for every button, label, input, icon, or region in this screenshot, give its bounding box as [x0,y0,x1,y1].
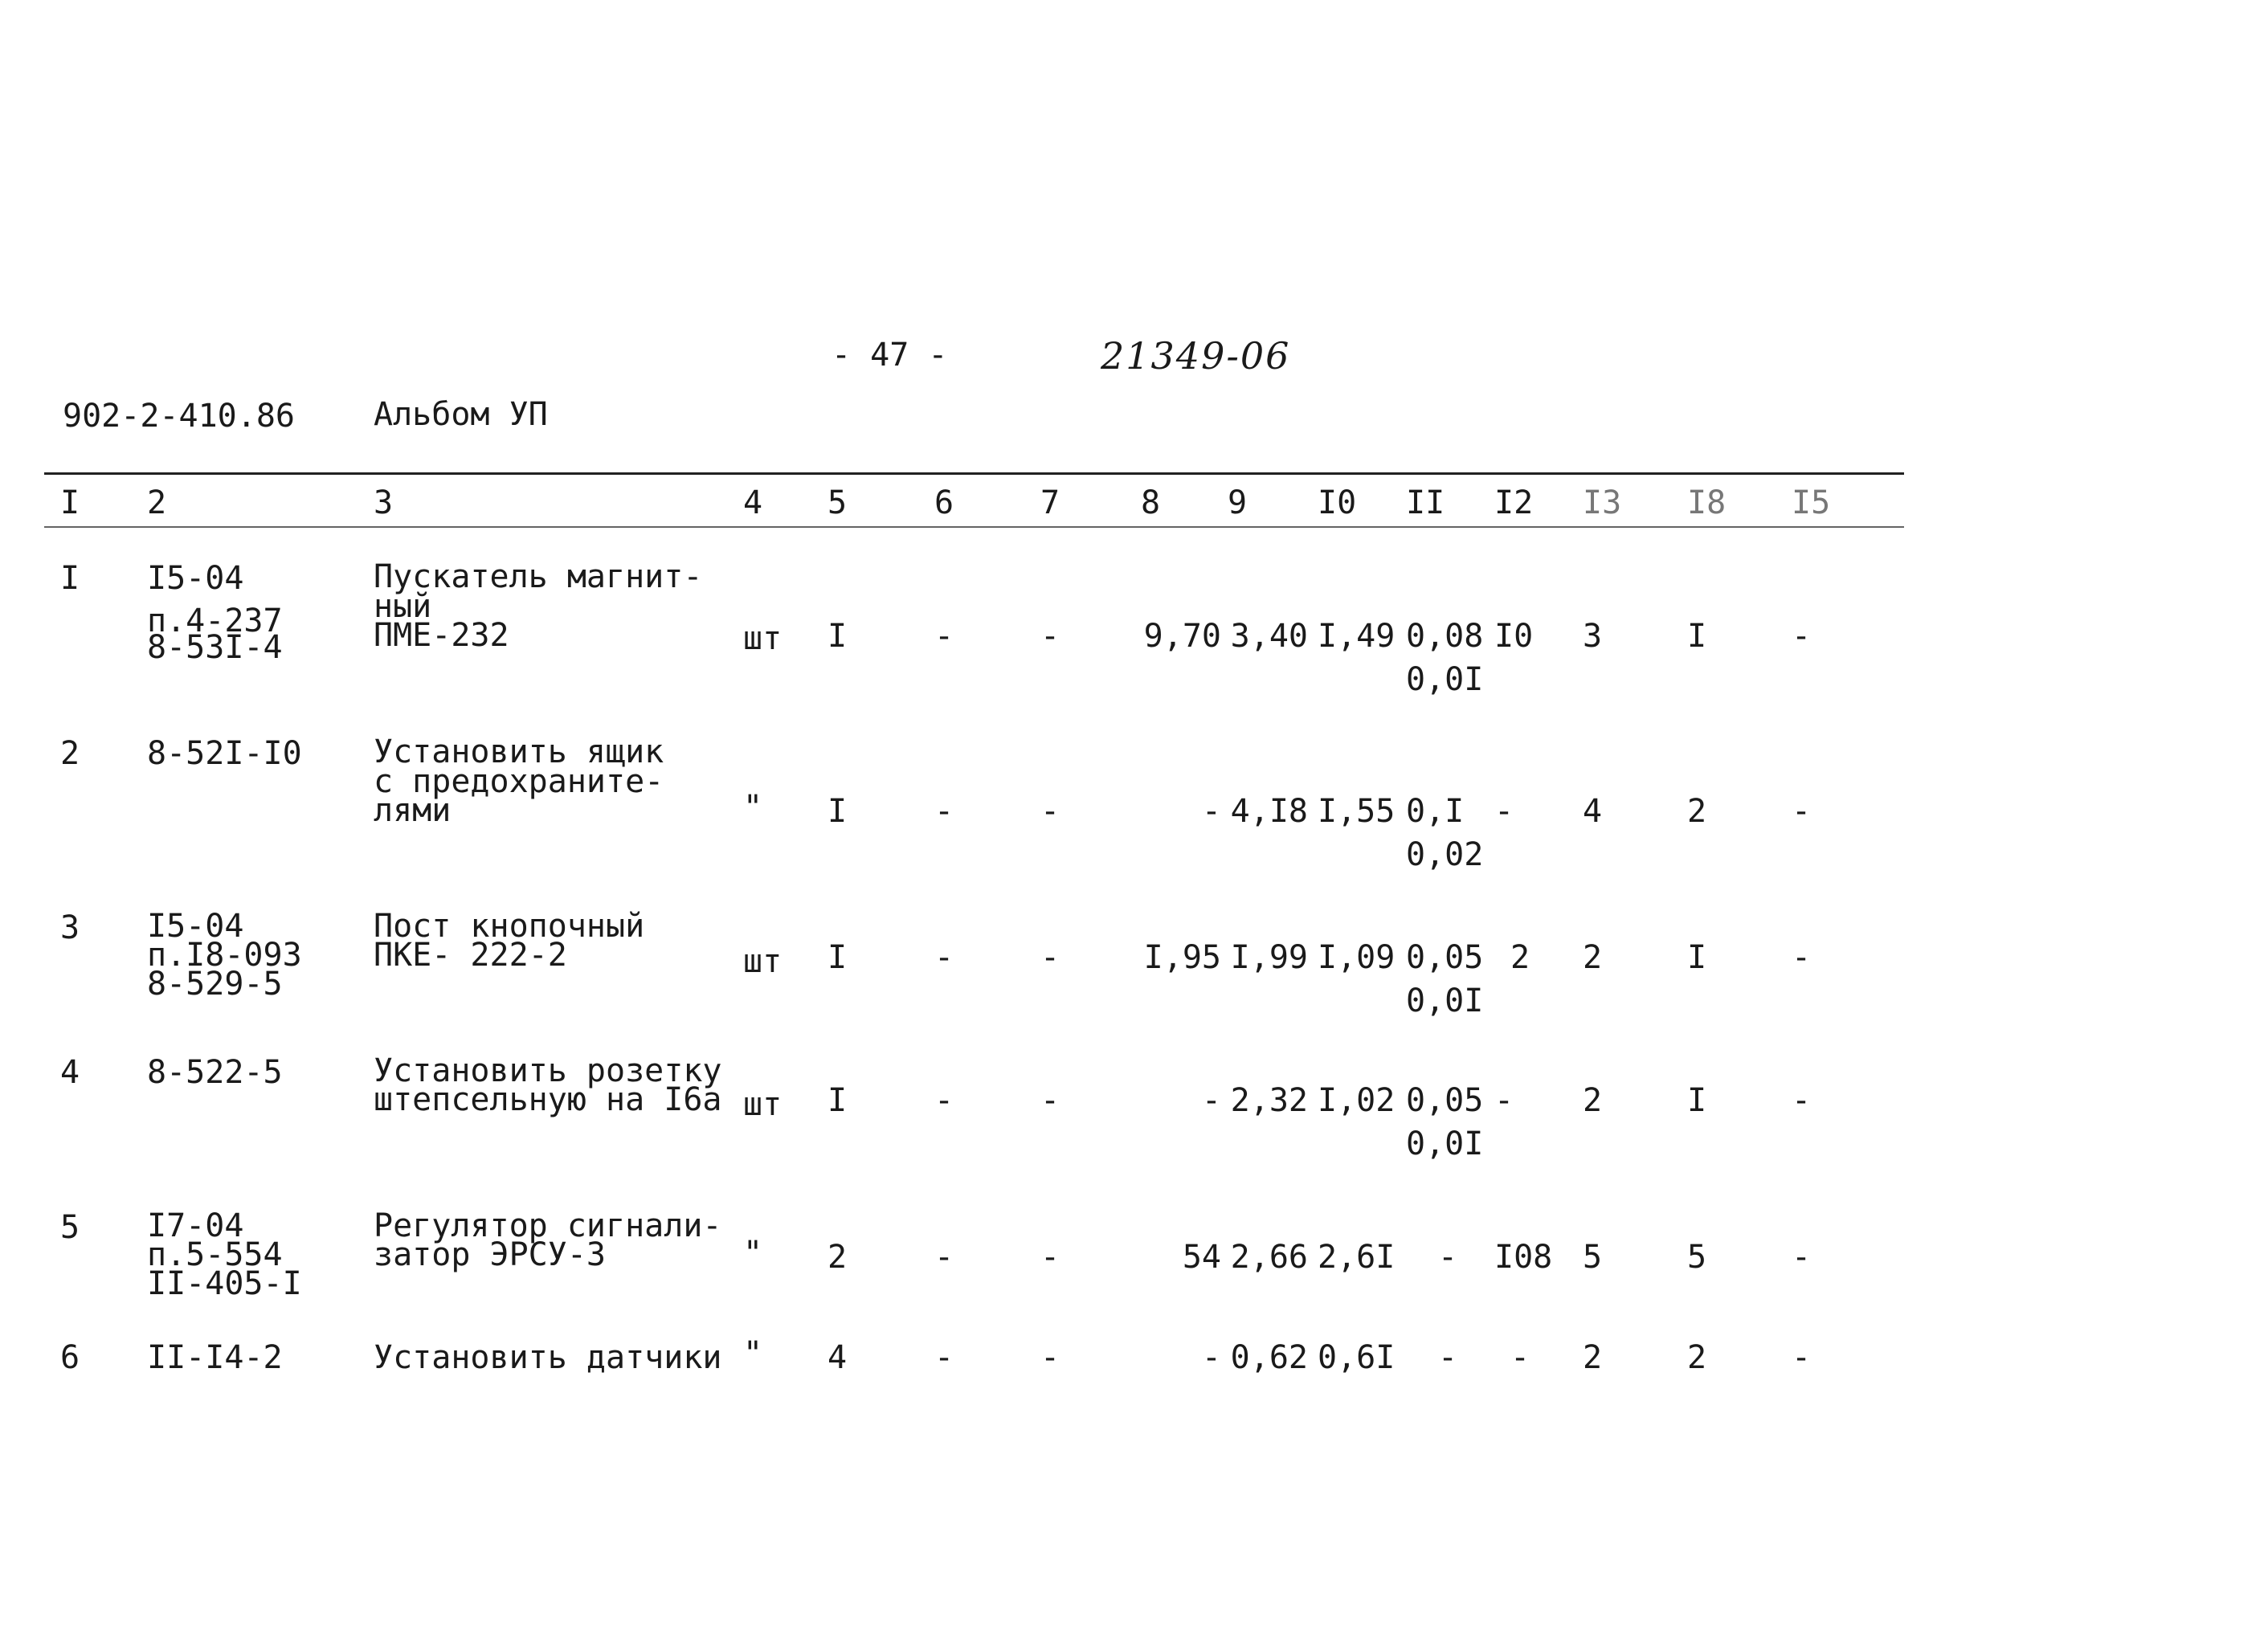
item-name: Установить датчики [374,1339,722,1376]
norm-code: II-405-I [147,1265,302,1302]
value-col18: I [1687,939,1707,976]
item-name: Пускатель магнит- [374,558,703,595]
value-col9: 3,40 [1230,618,1308,655]
value-col11-sub: 0,0I [1406,982,1484,1019]
value-col10: I,02 [1318,1082,1396,1119]
value-col6: - [934,1339,954,1376]
value-col13: 2 [1583,939,1603,976]
value-col13: 3 [1583,618,1603,655]
value-col15: - [1792,1082,1812,1119]
value-col9: 2,66 [1230,1239,1308,1276]
norm-code: I7-04 [147,1207,244,1244]
unit: шт [743,943,783,980]
item-name: ПМЕ-232 [374,617,509,654]
norm-code: п.I8-093 [147,937,302,974]
value-col13: 2 [1583,1082,1603,1119]
value-col7: - [1040,939,1060,976]
column-header: II [1406,484,1445,521]
row-number: 3 [60,909,80,946]
value-col11-sub: 0,0I [1406,661,1484,698]
value-col15: - [1792,939,1812,976]
value-col10: 0,6I [1318,1339,1396,1376]
column-header: 9 [1228,484,1248,521]
value-col13: 2 [1583,1339,1603,1376]
norm-code: 8-53I-4 [147,629,283,666]
item-name: затор ЭРСУ-3 [374,1236,606,1273]
value-col18: I [1687,618,1707,655]
value-col7: - [1040,1082,1060,1119]
album-title: Альбом УП [374,396,548,433]
value-col11: 0,I [1406,793,1465,830]
column-header: 5 [828,484,848,521]
value-col12: I08 [1494,1239,1553,1276]
quantity: I [828,793,848,830]
value-col13: 5 [1583,1239,1603,1276]
column-header: I8 [1687,484,1727,521]
item-name: ный [374,588,432,625]
value-col12: I0 [1494,618,1534,655]
column-header: 6 [934,484,954,521]
unit: " [743,1335,763,1372]
value-col11-sub: 0,0I [1406,1125,1484,1162]
value-col15: - [1792,1239,1812,1276]
unit: шт [743,620,783,657]
norm-code: п.5-554 [147,1236,283,1273]
quantity: I [828,1082,848,1119]
quantity: 4 [828,1339,848,1376]
unit: шт [743,1086,783,1123]
value-col8: - [1201,793,1221,830]
unit: " [743,789,763,826]
value-col15: - [1792,793,1812,830]
column-header: I2 [1494,484,1534,521]
value-col7: - [1040,1239,1060,1276]
value-col12: 2 [1510,939,1530,976]
value-col18: 5 [1687,1239,1707,1276]
value-col8: 54 [1182,1239,1221,1276]
value-col8: I,95 [1143,939,1221,976]
column-header: 4 [743,484,763,521]
project-code: 902-2-410.86 [63,398,295,435]
value-col8: - [1201,1339,1221,1376]
value-col7: - [1040,793,1060,830]
item-name: Регулятор сигнали- [374,1207,722,1244]
item-name: лями [374,792,452,829]
norm-code: I5-04 [147,908,244,945]
item-name: с предохраните- [374,763,664,800]
row-number: 4 [60,1054,80,1091]
item-name: Установить розетку [374,1052,722,1089]
value-col6: - [934,618,954,655]
value-col9: 2,32 [1230,1082,1308,1119]
value-col11: 0,05 [1406,1082,1484,1119]
column-header: 2 [147,484,167,521]
value-col10: I,09 [1318,939,1396,976]
column-header: I0 [1318,484,1357,521]
quantity: I [828,939,848,976]
column-header: I3 [1583,484,1622,521]
item-name: ПКЕ- 222-2 [374,937,567,974]
item-name: Пост кнопочный [374,908,645,945]
value-col11: - [1438,1239,1458,1276]
value-col12: - [1494,1082,1514,1119]
norm-code: 8-529-5 [147,966,283,1003]
value-col13: 4 [1583,793,1603,830]
value-col18: I [1687,1082,1707,1119]
value-col11-sub: 0,02 [1406,836,1484,873]
value-col6: - [934,1082,954,1119]
value-col9: I,99 [1230,939,1308,976]
column-header: I5 [1792,484,1831,521]
column-header: 7 [1040,484,1060,521]
value-col7: - [1040,1339,1060,1376]
value-col11: 0,05 [1406,939,1484,976]
table-top-rule [44,472,1904,475]
value-col10: I,49 [1318,618,1396,655]
value-col10: I,55 [1318,793,1396,830]
value-col11: 0,08 [1406,618,1484,655]
value-col18: 2 [1687,793,1707,830]
value-col12: - [1510,1339,1530,1376]
value-col11: - [1438,1339,1458,1376]
norm-code: 8-522-5 [147,1054,283,1091]
page-number: - 47 - [832,337,948,374]
norm-code: II-I4-2 [147,1339,283,1376]
row-number: 5 [60,1209,80,1246]
norm-code: 8-52I-I0 [147,735,302,772]
row-number: I [60,560,80,597]
value-col15: - [1792,618,1812,655]
value-col12: - [1494,793,1514,830]
row-number: 6 [60,1339,80,1376]
value-col6: - [934,939,954,976]
table-header-rule [44,526,1904,528]
item-name: Установить ящик [374,733,664,770]
value-col9: 0,62 [1230,1339,1308,1376]
norm-code: I5-04 [147,560,244,597]
norm-code: п.4-237 [147,603,283,639]
document-code: 21349-06 [1101,334,1291,378]
unit: " [743,1235,763,1272]
value-col7: - [1040,618,1060,655]
value-col6: - [934,1239,954,1276]
value-col9: 4,I8 [1230,793,1308,830]
column-header: I [60,484,80,521]
value-col8: 9,70 [1143,618,1221,655]
value-col15: - [1792,1339,1812,1376]
quantity: 2 [828,1239,848,1276]
value-col10: 2,6I [1318,1239,1396,1276]
row-number: 2 [60,735,80,772]
column-header: 8 [1141,484,1161,521]
value-col6: - [934,793,954,830]
quantity: I [828,618,848,655]
column-header: 3 [374,484,394,521]
value-col18: 2 [1687,1339,1707,1376]
value-col8: - [1201,1082,1221,1119]
item-name: штепсельную на I6а [374,1081,722,1118]
